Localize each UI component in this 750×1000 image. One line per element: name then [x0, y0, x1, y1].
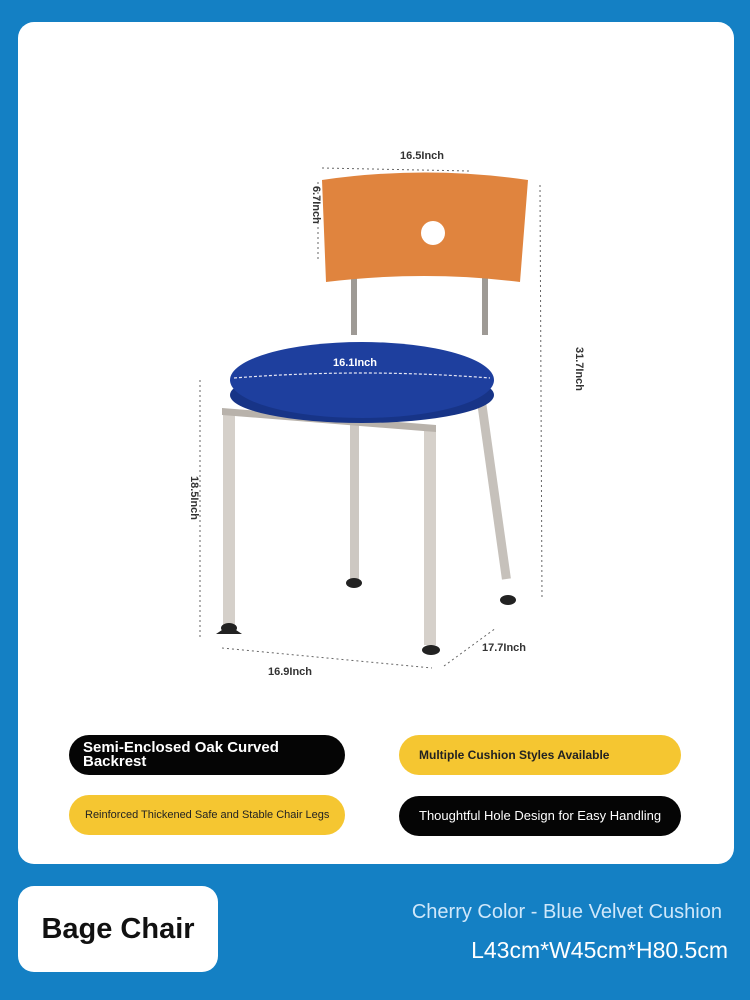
dim-seat-height: 18.5Inch — [188, 476, 200, 521]
dim-top-width: 16.5Inch — [400, 150, 445, 162]
feature-pill-backrest — [69, 735, 345, 775]
product-variant: Cherry Color - Blue Velvet Cushion — [411, 901, 722, 923]
dim-depth: 17.7Inch — [482, 642, 527, 654]
product-name: Bage Chair — [41, 912, 195, 945]
product-name-box — [18, 886, 218, 972]
feature-pill-hole — [399, 796, 681, 836]
feature-label: Semi-Enclosed Oak Curved Backrest — [83, 739, 279, 770]
dim-total-height: 31.7Inch — [573, 347, 585, 392]
feature-pill-cushion — [399, 735, 681, 775]
feature-label: Thoughtful Hole Design for Easy Handling — [419, 808, 662, 823]
dim-backrest-height: 6.7Inch — [310, 186, 322, 224]
feature-label: Multiple Cushion Styles Available — [419, 748, 610, 762]
feature-pill-legs — [69, 795, 345, 835]
dim-front-width: 16.9Inch — [268, 666, 313, 678]
dim-seat-width: 16.1Inch — [333, 357, 378, 369]
feature-label: Reinforced Thickened Safe and Stable Chair Legs — [85, 809, 330, 821]
product-size: L43cm*W45cm*H80.5cm — [471, 937, 728, 963]
